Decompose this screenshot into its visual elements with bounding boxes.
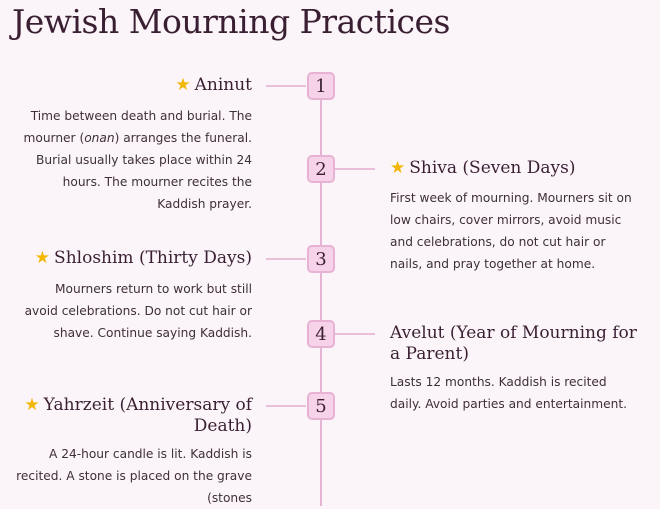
stage-title-avelut: Avelut (Year of Mourning for a Parent) <box>390 323 637 364</box>
stage-desc-yahrzeit: A 24-hour candle is lit. Kaddish is recited. A stone is placed on the grave (stones <box>16 447 252 505</box>
stage-desc-shloshim: Mourners return to work but still avoid celebrations. Do not cut hair or shave. Continue saying Kaddish. <box>24 282 252 340</box>
stage-title-shiva: ★ Shiva (Seven Days) <box>390 158 576 178</box>
stage-number-2: 2 <box>307 155 335 183</box>
stage-title-yahrzeit: ★ Yahrzeit (Anniversary of Death) <box>24 395 252 436</box>
stage-title-shloshim: ★ Shloshim (Thirty Days) <box>34 248 252 268</box>
stage-desc-aninut: Time between death and burial. The mourner (onan) arranges the funeral. Burial usually takes place within 24 hours. The mourner recites the Kaddish prayer. <box>23 109 252 211</box>
timeline-axis <box>320 86 322 506</box>
connector-5 <box>266 405 306 407</box>
stage-number-1: 1 <box>307 72 335 100</box>
star-icon: ★ <box>390 158 406 178</box>
star-icon: ★ <box>34 248 51 268</box>
connector-1 <box>266 85 306 87</box>
star-icon: ★ <box>175 75 191 95</box>
page-title: Jewish Mourning Practices <box>12 2 450 41</box>
stage-number-5: 5 <box>307 392 335 420</box>
stage-title-aninut: ★ Aninut <box>175 75 252 95</box>
stage-desc-shiva: First week of mourning. Mourners sit on low chairs, cover mirrors, avoid music and celebrations, do not cut hair or nails, and pray together at home. <box>390 191 632 271</box>
stage-desc-avelut: Lasts 12 months. Kaddish is recited daily. Avoid parties and entertainment. <box>390 375 628 411</box>
stage-number-4: 4 <box>307 320 335 348</box>
connector-3 <box>266 258 306 260</box>
connector-2 <box>335 168 375 170</box>
star-icon: ★ <box>24 395 40 415</box>
stage-number-3: 3 <box>307 245 335 273</box>
connector-4 <box>335 333 375 335</box>
